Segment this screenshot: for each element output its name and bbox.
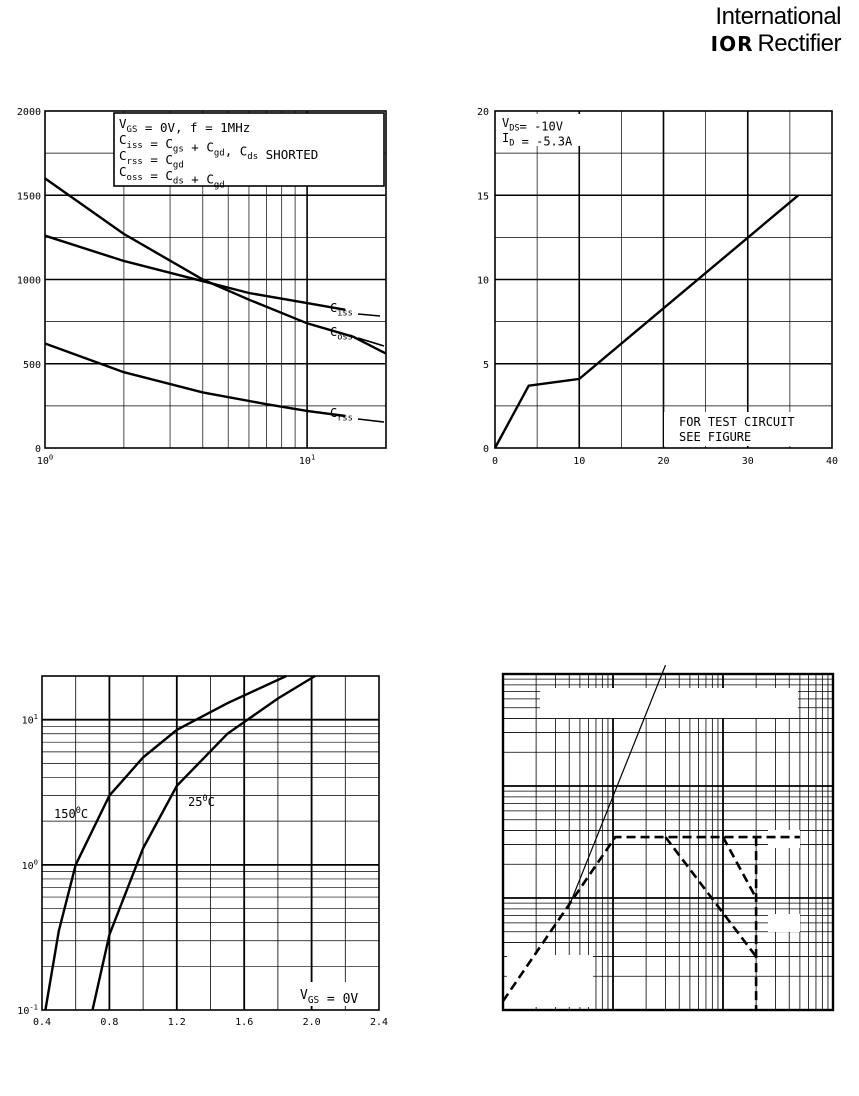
blank-label-area [540,688,798,718]
legend-line: $I_D = -5.3A$ [502,131,573,149]
soa-series-3 [723,837,756,898]
series-label-coss: $C_{oss}$ [330,325,353,343]
legend-line: $C_{oss} = C_{ds} + C_{gd}$ [119,164,225,191]
y-tick-label: 20 [476,107,489,118]
x-tick-label: $10^0$ [36,452,54,467]
legend-line: $C_{rss} = C_{gd}$ [119,148,184,171]
legend-line: $V_{GS} = 0V$, f = 1MHz [119,116,251,135]
soa-chart [503,665,833,1010]
x-tick-label: 2.4 [369,1017,389,1028]
gate-charge-chart [477,107,838,467]
diode-chart [17,676,388,1028]
capacitance-chart [17,107,386,467]
y-tick-label: 5 [482,359,489,371]
y-tick-label: 500 [22,359,41,371]
y-tick-label: $10^1$ [21,712,38,727]
y-tick-label: 0 [34,444,41,455]
note-line: FOR TEST CIRCUIT [679,415,795,429]
x-tick-label: 0.8 [100,1017,119,1028]
x-tick-label: 20 [657,456,670,467]
legend-line: $V_{DS}= -10V$ [502,116,563,134]
series-crss [45,344,345,417]
x-tick-label: 1.6 [235,1017,254,1028]
series-label: $150^0C$ [54,806,89,821]
y-tick-label: 0 [482,444,489,455]
x-tick-label: 40 [825,456,839,467]
series-label-ciss: $C_{iss}$ [330,301,353,319]
y-tick-label: 15 [476,191,489,203]
note-line: SEE FIGURE [679,430,752,444]
x-tick-label: 1.2 [167,1017,186,1028]
y-tick-label: 2000 [16,107,41,118]
brand-mark: IOR [710,32,754,56]
x-tick-label: 0 [491,456,499,467]
y-tick-label: 10 [476,275,489,287]
blank-label-area [507,955,593,1007]
x-tick-label: 0.4 [32,1017,52,1028]
blank-label-area [768,830,800,848]
vgs-annotation: $V_{GS} = 0V$ [300,988,359,1007]
brand-name-line1: International [715,3,841,30]
y-tick-label: $10^0$ [21,857,38,872]
label-leader [358,419,384,422]
series-ciss [45,236,345,310]
series-label: $25^0C$ [188,794,215,809]
x-tick-label: 2.0 [302,1017,321,1028]
x-tick-label: 30 [741,456,754,467]
blank-label-area [768,914,800,932]
y-tick-label: $10^{-1}$ [17,1002,38,1017]
y-tick-label: 1000 [16,275,41,287]
x-tick-label: $10^1$ [298,452,316,467]
legend-line: $C_{iss} = C_{gs} + C_{gd}$, $C_{ds}$ SHORTED [119,132,319,162]
label-leader [358,314,380,316]
brand-name-line2: Rectifier [757,30,841,57]
y-tick-label: 1500 [16,191,41,203]
series-label-crss: $C_{rss}$ [330,406,353,424]
x-tick-label: 10 [573,456,586,467]
